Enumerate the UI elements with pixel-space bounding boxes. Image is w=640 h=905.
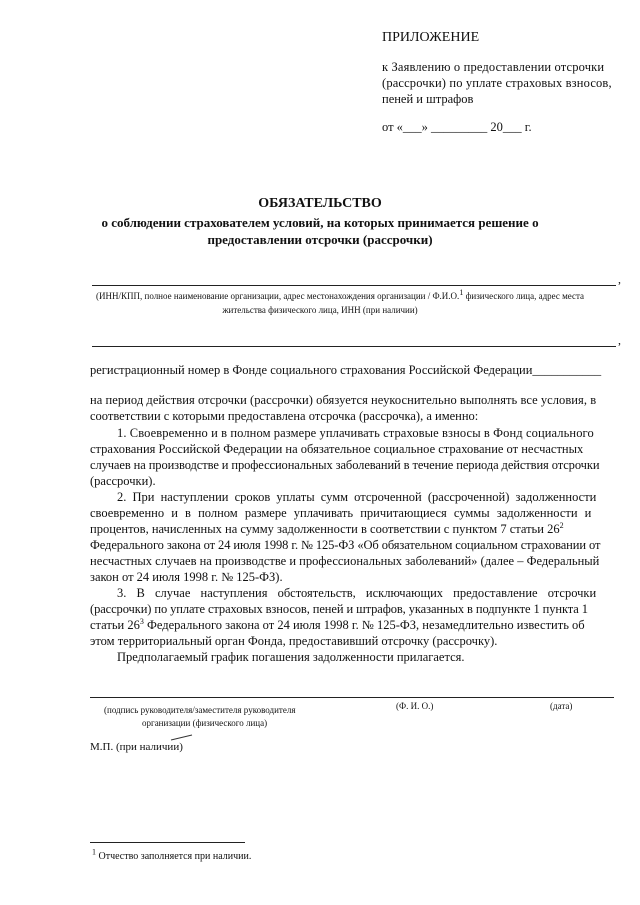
appendix-line-1: к Заявлению о предоставлении отсрочки xyxy=(382,60,605,74)
clause-1-line-3: случаев на производстве и профессиональных заболеваний в течение периода действия отсрочки xyxy=(90,458,600,472)
appendix-title: ПРИЛОЖЕНИЕ xyxy=(382,30,480,45)
clause-2-line-2: своевременно и в полном размере уплачивать причитающиеся суммы задолженности и xyxy=(90,506,592,520)
clause-3-line-3: статьи $26^3$ Федерального закона от 24 июля 1998 г. № 125-ФЗ, незамедлительно известить об xyxy=(90,616,585,632)
signer-hint-line-1: (подпись руководителя/заместителя руководителя xyxy=(104,705,296,715)
clause-2-line-5: несчастных случаев на производстве и профессиональных заболеваний» (далее – Федеральный xyxy=(90,554,600,568)
clause-2-line-4: Федерального закона от 24 июля 1998 г. № 125-ФЗ «Об обязательном социальном страховании от xyxy=(90,538,601,552)
intro-line-2: соответствии с которыми предоставлена отсрочка (рассрочка), а именно: xyxy=(90,409,479,423)
clause-3-line-1: 3. В случае наступления обстоятельств, исключающих предоставление отсрочки xyxy=(117,586,597,600)
clause-2-line-1: 2. При наступлении сроков уплаты сумм отсроченной (рассроченной) задолженности xyxy=(117,490,597,504)
insurer-field-comma-1: , xyxy=(618,272,621,286)
document-subtitle-1: о соблюдении страхователем условий, на которых принимается решение о xyxy=(101,215,539,230)
registration-number: регистрационный номер в Фонде социального страхования Российской Федерации___________ xyxy=(90,363,602,377)
document-subtitle-2: предоставлении отсрочки (рассрочки) xyxy=(207,232,433,247)
insurer-hint-line-2: жительства физического лица, ИНН (при наличии) xyxy=(222,305,418,315)
schedule-note: Предполагаемый график погашения задолженности прилагается. xyxy=(117,650,465,664)
signature-line xyxy=(90,697,614,698)
date-hint: (дата) xyxy=(550,701,573,711)
footnote-separator xyxy=(90,842,245,843)
clause-3-line-2: (рассрочки) по уплате страховых взносов, пеней и штрафов, указанных в подпункте 1 пункта 1 xyxy=(90,602,588,616)
stamp-placeholder: М.П. (при наличии) xyxy=(90,741,183,753)
clause-3-line-4: этом территориальный орган Фонда, предоставивший отсрочку (рассрочку). xyxy=(90,634,498,648)
document-title: ОБЯЗАТЕЛЬСТВО xyxy=(258,196,382,211)
clause-1-line-4: (рассрочки). xyxy=(90,474,156,488)
signer-hint-line-2: организации (физического лица) xyxy=(142,718,268,728)
fio-hint: (Ф. И. О.) xyxy=(396,701,434,711)
insurer-field-line-2 xyxy=(92,346,616,347)
clause-1-line-2: страхования Российской Федерации на обязательное социальное страхование от несчастных xyxy=(90,442,584,456)
insurer-hint-line-1: (ИНН/КПП, полное наименование организации, адрес местонахождения организации / Ф.И.О.1 физического лица, адрес места xyxy=(96,288,585,301)
insurer-field-comma-2: , xyxy=(618,333,621,347)
insurer-field-line-1 xyxy=(92,285,616,286)
appendix-line-2: (рассрочки) по уплате страховых взносов, xyxy=(382,76,612,90)
intro-line-1: на период действия отсрочки (рассрочки) обязуется неукоснительно выполнять все условия, в xyxy=(90,393,597,407)
clause-1-line-1: 1. Своевременно и в полном размере уплачивать страховые взносы в Фонд социального xyxy=(117,426,594,440)
clause-2-line-6: закон от 24 июля 1998 г. № 125-ФЗ). xyxy=(90,570,283,584)
clause-2-line-3: процентов, начисленных на сумму задолженности в соответствии с пунктом 7 статьи $26^2$ xyxy=(90,520,564,536)
footnote: $^1$ Отчество заполняется при наличии. xyxy=(92,847,252,862)
appendix-date: от «___» _________ 20___ г. xyxy=(382,120,532,134)
appendix-line-3: пеней и штрафов xyxy=(382,92,474,106)
